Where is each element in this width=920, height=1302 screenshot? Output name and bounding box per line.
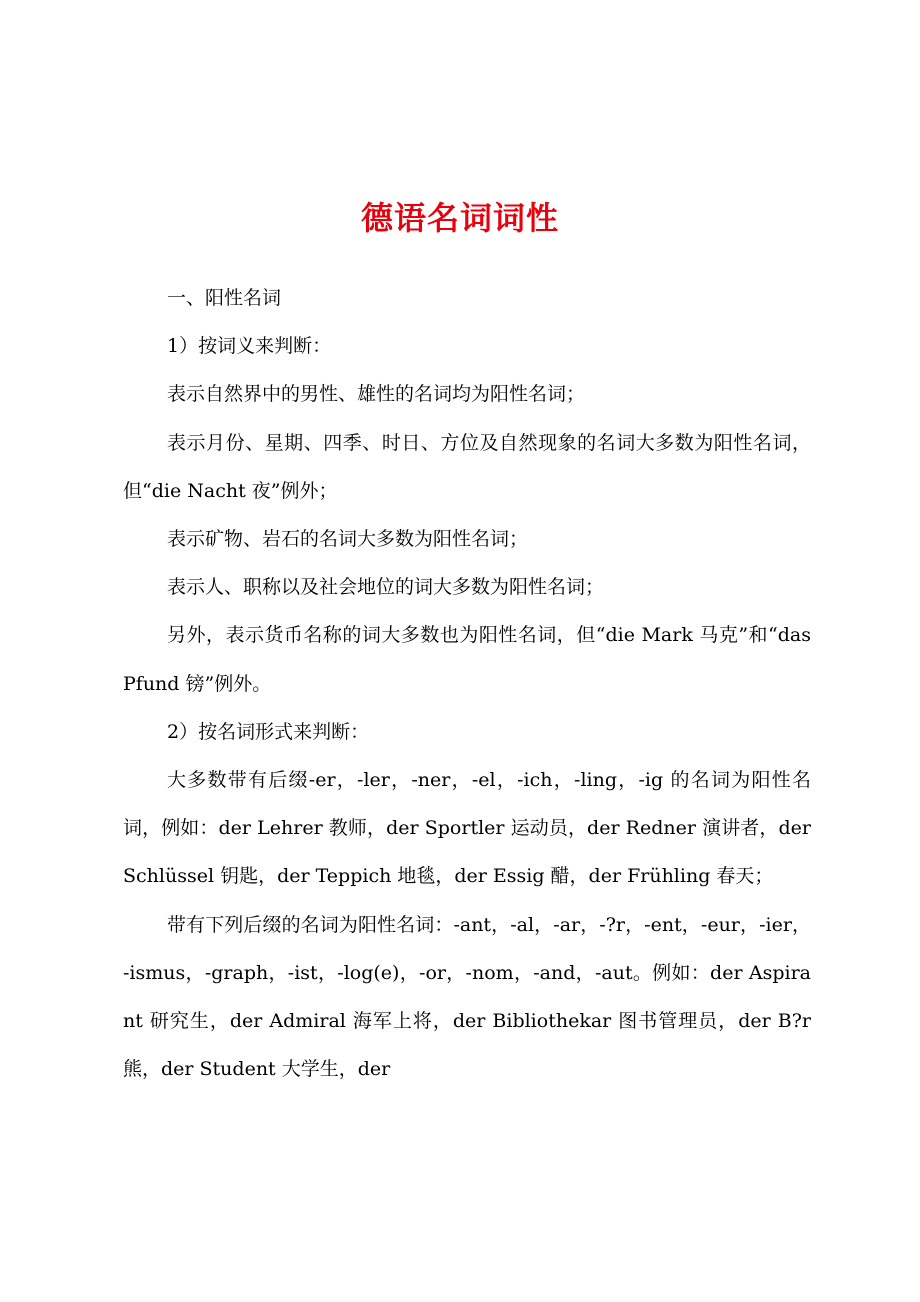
paragraph-suffix-er-examples: 大多数带有后缀-er，-ler，-ner，-el，-ich，-ling，-ig 的名词为阳性名词，例如：der Lehrer 教师，der Sportler 运动员，der Redner 演讲者，der Schlüssel 钥匙，der Teppich 地毯，der Essig 醋，der Frühling 春天；: [123, 769, 811, 888]
paragraph-people-titles: 表示人、职称以及社会地位的词大多数为阳性名词；: [167, 576, 605, 599]
section-heading-masculine-nouns: 一、阳性名词: [167, 287, 282, 309]
document-title: 德语名词词性: [360, 199, 559, 237]
paragraph-minerals: 表示矿物、岩石的名词大多数为阳性名词；: [167, 528, 529, 551]
subheading-by-meaning: 1）按词义来判断：: [167, 335, 332, 358]
paragraph-time-and-nature: 表示月份、星期、四季、时日、方位及自然现象的名词大多数为阳性名词，但“die Nacht 夜”例外；: [123, 431, 811, 502]
paragraph-suffix-ant-examples: 带有下列后缀的名词为阳性名词：-ant，-al，-ar，-?r，-ent，-eur，-ier，-ismus，-graph，-ist，-log(e)，-or，-nom，-and，-aut。例如：der Aspirant 研究生，der Admiral 海军上将，der Bibliothekar 图书管理员，der B?r 熊，der Student 大学生，der: [123, 913, 811, 1081]
paragraph-currency: 另外，表示货币名称的词大多数也为阳性名词，但“die Mark 马克”和“das Pfund 镑”例外。: [123, 624, 811, 695]
subheading-by-form: 2）按名词形式来判断：: [167, 720, 370, 743]
paragraph-male-nouns: 表示自然界中的男性、雄性的名词均为阳性名词；: [167, 383, 586, 406]
document-body: [123, 274, 811, 1093]
